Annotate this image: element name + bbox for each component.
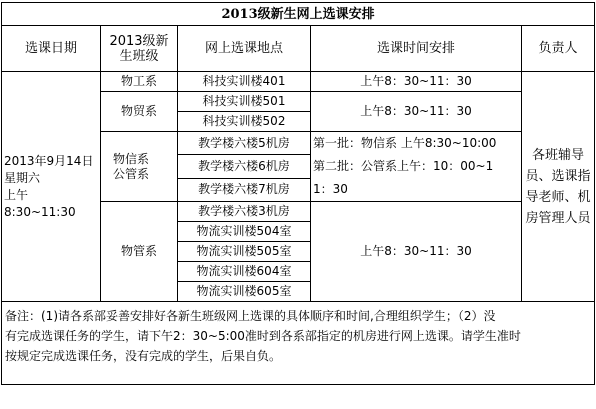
time-cell-wugong: 上午8：30~11：30 [311,72,522,92]
location-cell: 物流实训楼505室 [178,242,311,262]
location-cell: 科技实训楼401 [178,72,311,92]
location-cell: 教学楼六楼3机房 [178,202,311,222]
location-cell: 物流实训楼605室 [178,282,311,302]
weekday-line: 星期六 [4,170,41,185]
date-line: 2013年9月14日 [4,153,94,168]
table-title: 2013级新生网上选课安排 [2,3,595,26]
manager-cell [522,72,595,302]
dept-wugong: 物工系 [101,72,178,92]
manager-line: 房管理人员 [525,210,591,226]
time-line: 上午8:30~11:30 [4,187,76,219]
location-cell: 教学楼六楼5机房 [178,132,311,155]
header-date: 选课日期 [2,26,101,72]
dept-wumao: 物贸系 [101,92,178,132]
location-cell: 教学楼六楼7机房 [178,178,311,201]
dept-wuxin-gongguan [101,132,178,202]
location-cell: 教学楼六楼6机房 [178,155,311,178]
time-cell-wumao: 上午8：30~11：30 [311,92,522,132]
dept-gongguan: 公管系 [113,166,150,181]
remarks-line: 备注：(1)请各系部妥善安排好各新生班级网上选课的具体顺序和时间,合理组织学生；（2）没 [5,309,496,323]
time-cell-wuxin-gongguan [311,132,522,202]
manager-line: 员、选课指 [525,168,591,184]
remarks-line: 按规定完成选课任务，没有完成的学生，后果自负。 [5,349,282,363]
location-cell: 科技实训楼501 [178,92,311,112]
dept-wuguan: 物管系 [101,202,178,302]
time-cell-wuguan: 上午8：30~11：30 [311,202,522,302]
batch-one: 第一批：物信系 上午8:30~10:00 [313,136,497,150]
batch-two: 第二批：公管系上午：10：00~1 [313,159,494,173]
course-selection-table [1,2,595,385]
remarks-cell [2,302,595,385]
manager-line: 导老师、机 [525,189,591,205]
dept-wuxin: 物信系 [113,151,150,166]
location-cell: 物流实训楼604室 [178,262,311,282]
header-row [2,26,595,72]
remarks-line: 有完成选课任务的学生，请下午2：30~5:00准时到各系部指定的机房进行网上选课。请学生准时 [5,329,521,343]
header-time: 选课时间安排 [311,26,522,72]
date-cell [2,72,101,302]
batch-two-cont: 1：30 [313,182,348,196]
manager-line: 各班辅导 [532,147,585,163]
location-cell: 科技实训楼502 [178,112,311,132]
header-manager: 负责人 [522,26,595,72]
location-cell: 物流实训楼504室 [178,222,311,242]
header-location: 网上选课地点 [178,26,311,72]
table-row [2,72,595,92]
remarks-row [2,302,595,385]
header-class: 2013级新生班级 [101,26,178,72]
